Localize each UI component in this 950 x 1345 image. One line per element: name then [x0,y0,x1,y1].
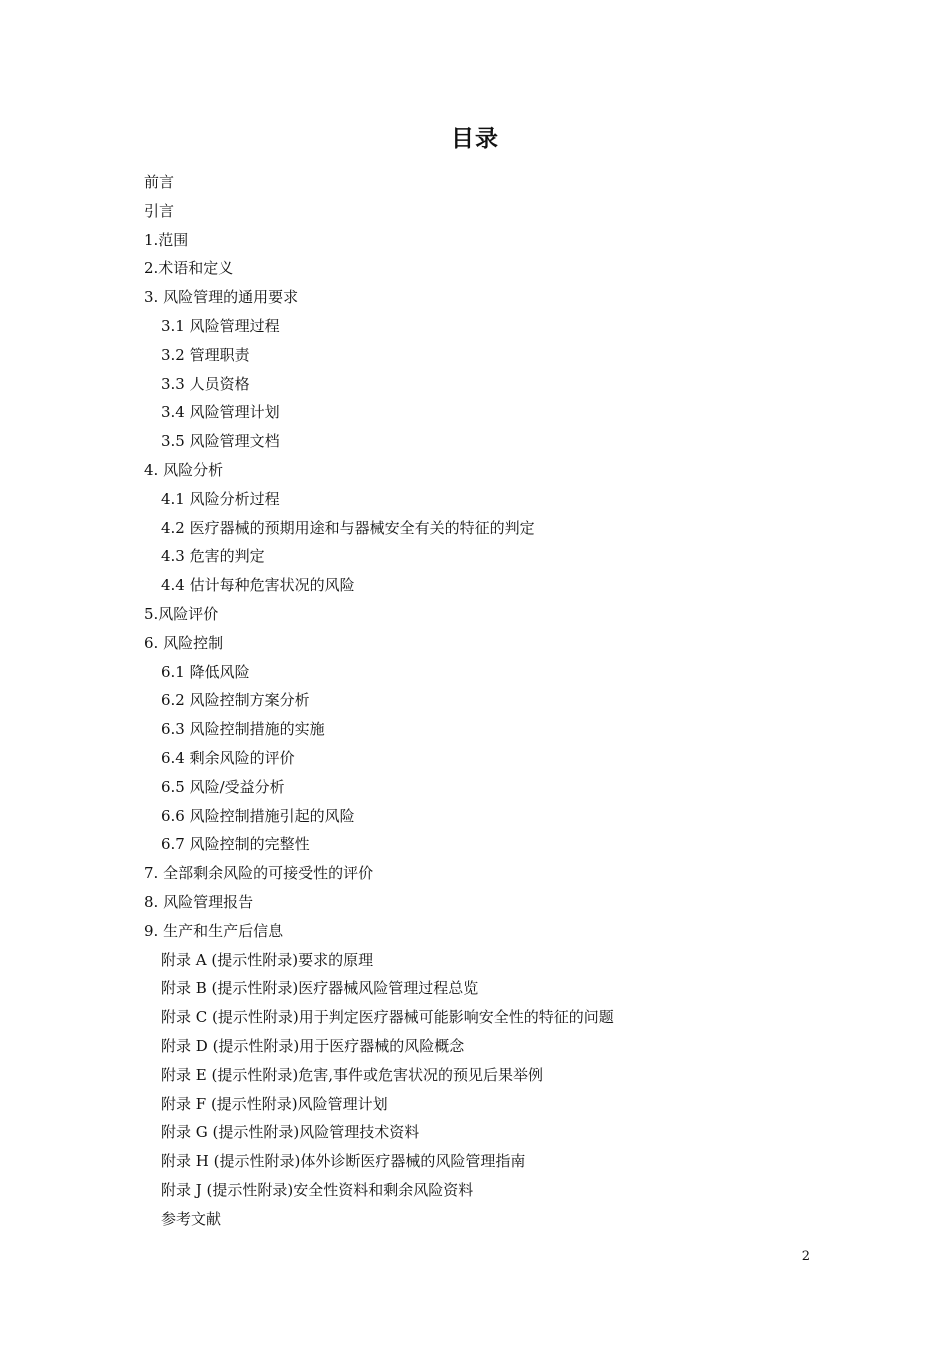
page-number: 2 [801,1249,810,1264]
toc-subsection-entry: 6.2 风险控制方案分析 [161,691,310,710]
toc-section-entry: 6. 风险控制 [144,633,224,652]
toc-section-entry: 前言 [144,173,175,191]
toc-subsection-entry: 附录 D (提示性附录)用于医疗器械的风险概念 [161,1036,465,1055]
table-of-contents [144,168,824,1233]
toc-section-entry: 3. 风险管理的通用要求 [144,288,299,307]
toc-subsection-entry: 参考文献 [161,1209,222,1228]
toc-subsection-entry: 4.1 风险分析过程 [161,489,280,508]
toc-subsection-entry: 附录 B (提示性附录)医疗器械风险管理过程总览 [161,979,479,998]
toc-subsection-entry: 附录 C (提示性附录)用于判定医疗器械可能影响安全性的特征的问题 [161,1008,614,1027]
toc-subsection-entry: 3.3 人员资格 [161,374,250,393]
toc-subsection-entry: 3.1 风险管理过程 [161,316,280,335]
toc-subsection-entry: 附录 A (提示性附录)要求的原理 [161,950,374,969]
toc-subsection-entry: 3.5 风险管理文档 [161,432,280,451]
toc-section-entry: 2.术语和定义 [144,259,234,278]
toc-subsection-entry: 附录 G (提示性附录)风险管理技术资料 [161,1123,420,1142]
toc-subsection-entry: 4.3 危害的判定 [161,547,265,566]
toc-subsection-entry: 附录 H (提示性附录)体外诊断医疗器械的风险管理指南 [161,1152,526,1171]
toc-subsection-entry: 3.2 管理职责 [161,345,250,364]
toc-subsection-entry: 附录 J (提示性附录)安全性资料和剩余风险资料 [161,1180,474,1199]
toc-section-entry: 引言 [144,201,175,220]
toc-subsection-entry: 4.2 医疗器械的预期用途和与器械安全有关的特征的判定 [161,518,535,537]
page-title: 目录 [451,126,499,152]
toc-section-entry: 8. 风险管理报告 [144,892,254,911]
toc-subsection-entry: 6.1 降低风险 [161,662,250,681]
toc-subsection-entry: 6.4 剩余风险的评价 [161,748,295,767]
toc-subsection-entry: 3.4 风险管理计划 [161,403,280,422]
toc-subsection-entry: 4.4 估计每种危害状况的风险 [161,576,355,595]
toc-section-entry: 7. 全部剩余风险的可接受性的评价 [144,864,374,883]
toc-subsection-entry: 6.3 风险控制措施的实施 [161,720,325,739]
toc-subsection-entry: 附录 E (提示性附录)危害,事件或危害状况的预见后果举例 [161,1065,543,1084]
toc-subsection-entry: 附录 F (提示性附录)风险管理计划 [161,1094,388,1113]
toc-subsection-entry: 6.6 风险控制措施引起的风险 [161,806,355,825]
toc-section-entry: 4. 风险分析 [144,460,224,479]
toc-section-entry: 1.范围 [144,230,189,249]
toc-subsection-entry: 6.7 风险控制的完整性 [161,835,310,854]
toc-subsection-entry: 6.5 风险/受益分析 [161,777,285,796]
toc-section-entry: 5.风险评价 [144,604,219,623]
toc-section-entry: 9. 生产和生产后信息 [144,921,284,940]
